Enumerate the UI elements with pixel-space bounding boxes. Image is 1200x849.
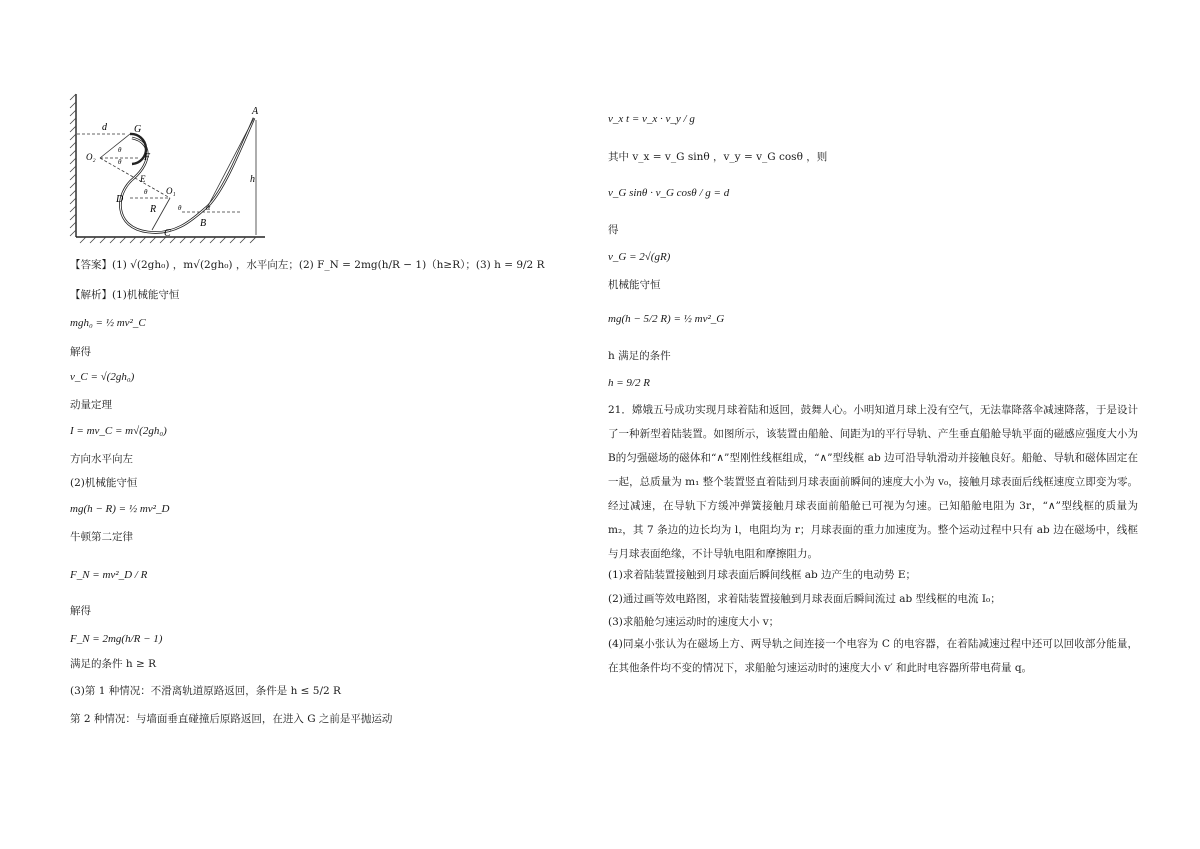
eq-normal-force: F_N = mv²_D / R <box>70 569 148 581</box>
eq-vg: v_G = 2√(gR) <box>608 251 671 263</box>
label-theta-4: θ <box>178 204 182 212</box>
label-F: F <box>144 152 151 163</box>
solve-label-2: 解得 <box>70 605 91 617</box>
sub-question-3: (3)求船舱匀速运动时的速度大小 v； <box>608 616 780 628</box>
where-text: 其中 v_x = v_G sinθ ，v_y = v_G cosθ ，则 <box>608 151 828 163</box>
question-21: 21．嫦娥五号成功实现月球着陆和返回，鼓舞人心。小明知道月球上没有空气，无法靠降落伞减速降落，于是设计了一种新型着陆装置。如图所示，该装置由船舱、间距为l的平行导轨、产生垂直船舱导轨平面的磁感应强度大小为B的匀强磁场的磁体和“∧”型刚性线框组成，“∧”型线框 ab 边可沿导轨滑动并接触良好。船舱、导轨和磁体固定在一起，总质量为 m₁ 整个装置竖直着陆到月球表面前瞬间的速度大小为 v₀，接触月球表面后线框速度立即变为零。经过减速，在导轨下方缓冲弹簧接触月球表面前船舱已可视为匀速。已知船舱电阻为 3r，“∧”型线框的质量为 m₂，其 7 条边的边长均为 l，电阻均为 r；月球表面的重力加速度为。整个运动过程中只有 ab 边在磁场中，线框与月球表面绝缘，不计导轨电阻和摩擦阻力。 <box>608 404 1138 560</box>
h-condition-label: h 满足的条件 <box>608 350 671 362</box>
get-label: 得 <box>608 224 619 236</box>
direction-text: 方向水平向左 <box>70 453 133 465</box>
label-theta-3: θ <box>144 188 148 196</box>
answer-line: 【答案】(1) √(2gh₀) ，m√(2gh₀) ，水平向左；(2) F_N = 2mg(h/R − 1)（h≥R）；(3) h = 9/2 R <box>70 259 545 271</box>
part2-label: (2)机械能守恒 <box>70 477 138 489</box>
sub-question-2: (2)通过画等效电路图，求着陆装置接触到月球表面后瞬间流过 ab 型线框的电流 I₀； <box>608 593 1001 605</box>
label-R: R <box>150 204 157 215</box>
eq-energy-1: mgh₀ = ½ mv²_C <box>70 317 146 329</box>
eq-vc: v_C = √(2gh₀) <box>70 371 135 383</box>
eq-energy-3: mg(h − 5/2 R) = ½ mv²_G <box>608 313 725 325</box>
eq-fn-result: F_N = 2mg(h/R − 1) <box>70 633 163 645</box>
label-alpha: α <box>206 203 211 212</box>
label-B: B <box>200 218 207 229</box>
condition-text: 满足的条件 h ≥ R <box>70 658 156 670</box>
eq-energy-2: mg(h − R) = ½ mv²_D <box>70 503 170 515</box>
label-h: h <box>250 174 255 185</box>
label-O1: O₁ <box>166 186 176 196</box>
newton-label: 牛顿第二定律 <box>70 531 133 543</box>
eq-projectile: v_x t = v_x · v_y / g <box>608 113 695 125</box>
label-O2: O₂ <box>86 152 96 162</box>
physics-diagram <box>60 90 280 246</box>
label-A: A <box>252 106 259 117</box>
eq-h-result: h = 9/2 R <box>608 377 650 389</box>
label-theta-1: θ <box>118 146 122 154</box>
solve-label-1: 解得 <box>70 346 91 358</box>
momentum-label: 动量定理 <box>70 399 112 411</box>
sub-question-4: (4)同桌小张认为在磁场上方、两导轨之间连接一个电容为 C 的电容器，在着陆减速过程中还可以回收部分能量，在其他条件均不变的情况下，求船舱匀速运动时的速度大小 v′ 和此时电容器所带电荷量 q。 <box>608 638 1138 674</box>
label-D: D <box>116 194 124 205</box>
eq-distance: v_G sinθ · v_G cosθ / g = d <box>608 187 730 199</box>
part3-text: (3)第 1 种情况：不滑离轨道原路返回，条件是 h ≤ 5/2 R <box>70 685 341 697</box>
analysis-title: 【解析】(1)机械能守恒 <box>70 289 180 301</box>
label-E: E <box>140 174 146 184</box>
label-C: C <box>164 228 171 239</box>
label-theta-2: θ <box>118 158 122 166</box>
case2-text: 第 2 种情况：与墙面垂直碰撞后原路返回，在进入 G 之前是平抛运动 <box>70 713 393 725</box>
sub-question-1: (1)求着陆装置接触到月球表面后瞬间线框 ab 边产生的电动势 E； <box>608 569 917 581</box>
label-G: G <box>134 124 142 135</box>
energy-label: 机械能守恒 <box>608 279 661 291</box>
eq-impulse: I = mv_C = m√(2gh₀) <box>70 425 167 437</box>
label-d: d <box>102 122 107 133</box>
